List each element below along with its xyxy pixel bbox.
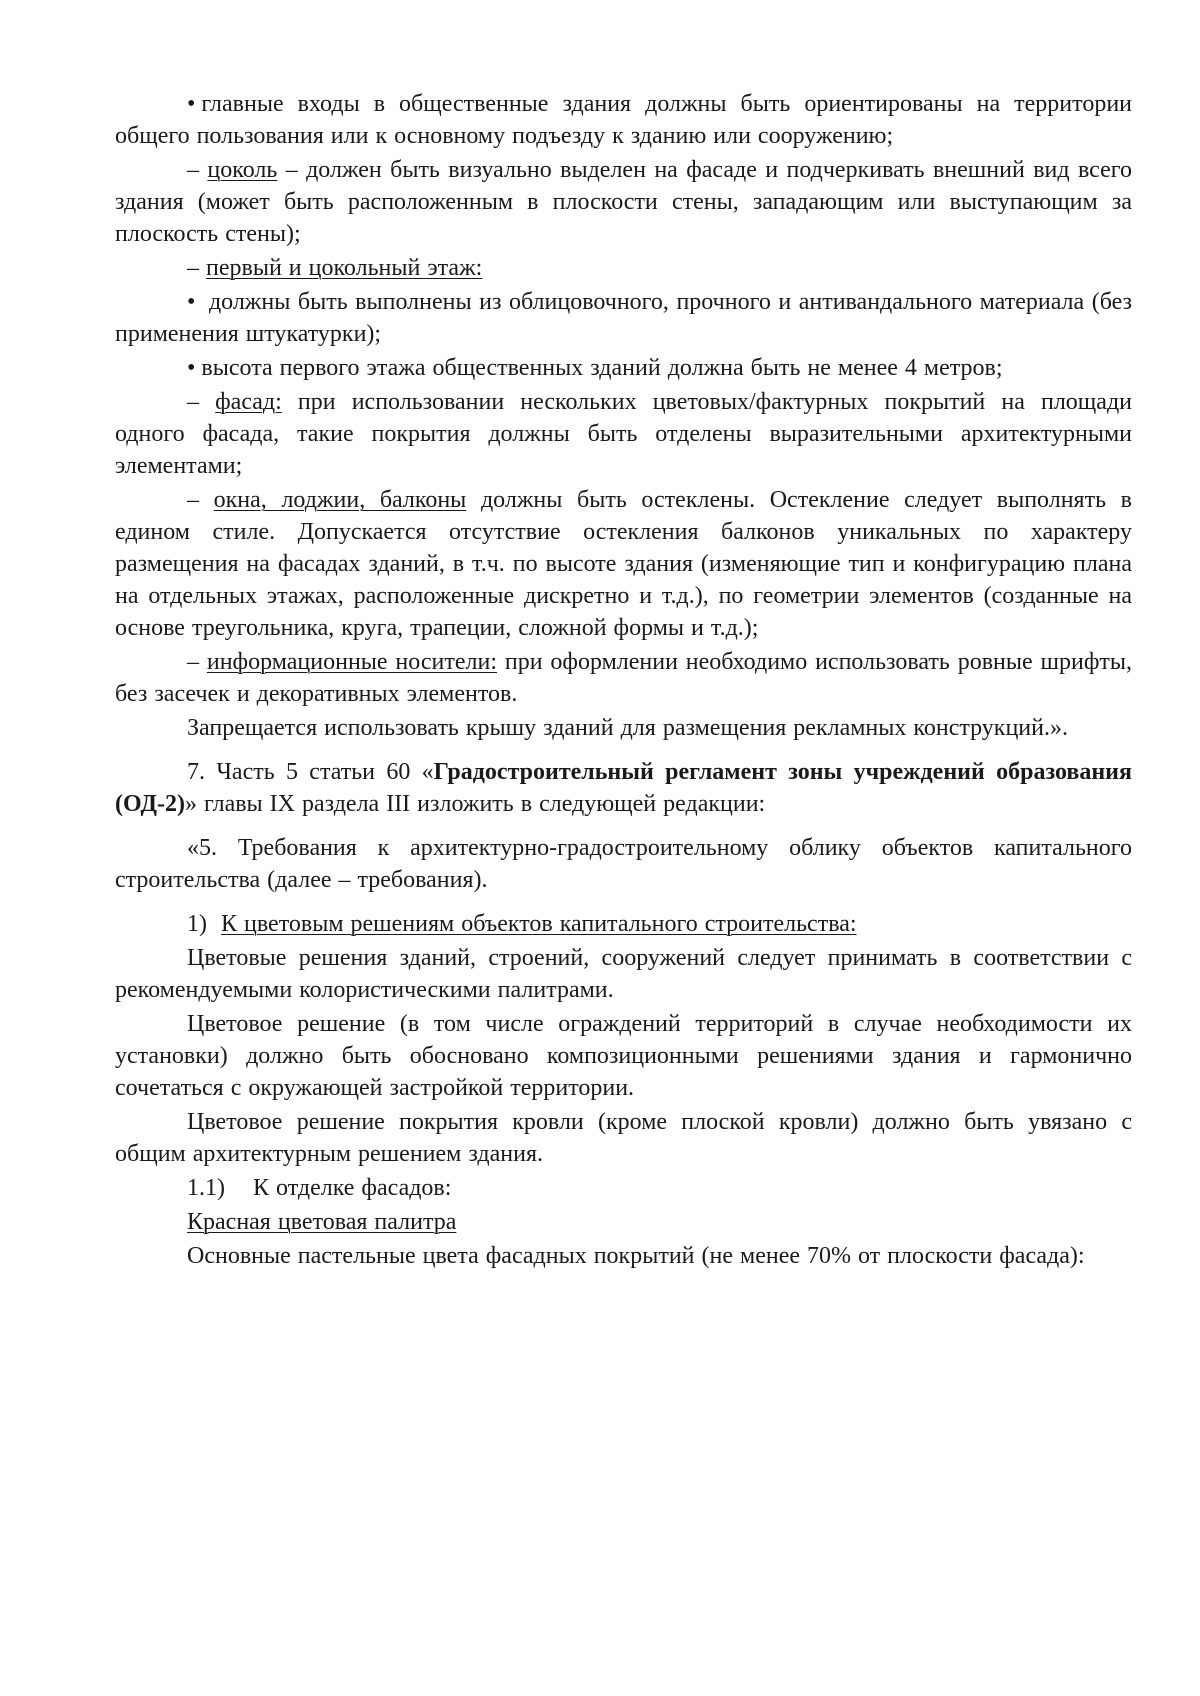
dash-marker: –	[187, 389, 199, 415]
paragraph-text: должны быть выполнены из облицовочного, прочного и антивандального материала (без применения штукатурки);	[115, 289, 1133, 347]
list-number: 1.1)	[187, 1175, 225, 1201]
paragraph-text: Основные пастельные цвета фасадных покрытий (не менее 70% от плоскости фасада):	[187, 1243, 1085, 1269]
term-plinth: цоколь	[207, 157, 278, 183]
regulation-title: Градостроительный регламент зоны учреждений образования (ОД-2)	[115, 759, 1132, 817]
term-first-floor: первый и цокольный этаж:	[206, 255, 483, 281]
paragraph-info-carriers	[115, 646, 1132, 710]
paragraph-windows	[115, 484, 1132, 644]
paragraph-suffix: » главы IX раздела III изложить в следующей редакции:	[184, 791, 766, 817]
paragraph-roof-color	[115, 1106, 1132, 1170]
paragraph-color-palettes	[115, 942, 1132, 1006]
paragraph-article-60	[115, 756, 1132, 820]
dash-marker: –	[187, 649, 199, 675]
list-number: 1)	[187, 911, 207, 937]
paragraph-text: К отделке фасадов:	[253, 1175, 452, 1201]
paragraph-text: Цветовое решение (в том числе ограждений территорий в случае необходимости их установки) должно быть обосновано композиционными решениями здания и гармонично сочетаться с окружающей застройкой территории.	[115, 1011, 1132, 1101]
paragraph-prefix: 7. Часть 5 статьи 60 «	[187, 759, 434, 785]
paragraph-plinth	[115, 154, 1132, 250]
term-facade: фасад:	[215, 389, 282, 415]
paragraph-facade	[115, 386, 1132, 482]
paragraph-first-floor	[115, 252, 1132, 284]
paragraph-text: Запрещается использовать крышу зданий для размещения рекламных конструкций.».	[187, 715, 1068, 741]
paragraph-pastel-colors	[115, 1240, 1132, 1272]
paragraph-text: – должен быть визуально выделен на фасаде и подчеркивать внешний вид всего здания (может быть расположенным в плоскости стены, западающим или выступающим за плоскость стены);	[115, 157, 1133, 247]
term-red-palette: Красная цветовая палитра	[187, 1209, 457, 1235]
paragraph-text: главные входы в общественные здания должны быть ориентированы на территории общего пользования или к основному подъезду к зданию или сооружению;	[115, 91, 1132, 149]
bullet-icon: •	[187, 355, 196, 381]
bullet-icon: •	[187, 289, 196, 315]
dash-marker: –	[187, 255, 199, 281]
bullet-icon: •	[187, 91, 196, 117]
paragraph-main-entrances	[115, 88, 1132, 152]
dash-marker: –	[187, 487, 199, 513]
paragraph-color-solutions-heading	[115, 908, 1132, 940]
paragraph-text: при оформлении необходимо использовать ровные шрифты, без засечек и декоративных элементов.	[115, 649, 1133, 707]
paragraph-text: высота первого этажа общественных зданий должна быть не менее 4 метров;	[201, 355, 1003, 381]
paragraph-floor-height	[115, 352, 1132, 384]
paragraph-cladding	[115, 286, 1132, 350]
paragraph-roof-ads	[115, 712, 1132, 744]
dash-marker: –	[187, 157, 199, 183]
paragraph-red-palette	[115, 1206, 1132, 1238]
paragraph-text: Цветовое решение покрытия кровли (кроме плоской кровли) должно быть увязано с общим архитектурным решением здания.	[115, 1109, 1132, 1167]
term-windows: окна, лоджии, балконы	[213, 487, 467, 513]
paragraph-text: Цветовые решения зданий, строений, сооружений следует принимать в соответствии с рекомендуемыми колористическими палитрами.	[115, 945, 1132, 1003]
paragraph-requirements	[115, 832, 1132, 896]
paragraph-text: при использовании нескольких цветовых/фактурных покрытий на площади одного фасада, такие покрытия должны быть отделены выразительными архитектурными элементами;	[115, 389, 1132, 479]
paragraph-color-fences	[115, 1008, 1132, 1104]
term-info-carriers: информационные носители:	[206, 649, 497, 675]
paragraph-facade-finishing	[115, 1172, 1132, 1204]
paragraph-text: «5. Требования к архитектурно-градостроительному облику объектов капитального строительства (далее – требования).	[115, 835, 1132, 893]
paragraph-text: должны быть остеклены. Остекление следует выполнять в едином стиле. Допускается отсутствие остекления балконов уникальных по характеру размещения на фасадах зданий, в т.ч. по высоте здания (изменяющие тип и конфигурацию плана на отдельных этажах, расположенные дискретно и т.д.), по геометрии элементов (созданные на основе треугольника, круга, трапеции, сложной формы и т.д.);	[115, 487, 1132, 641]
term-color-solutions: К цветовым решениям объектов капитального строительства:	[221, 911, 857, 937]
